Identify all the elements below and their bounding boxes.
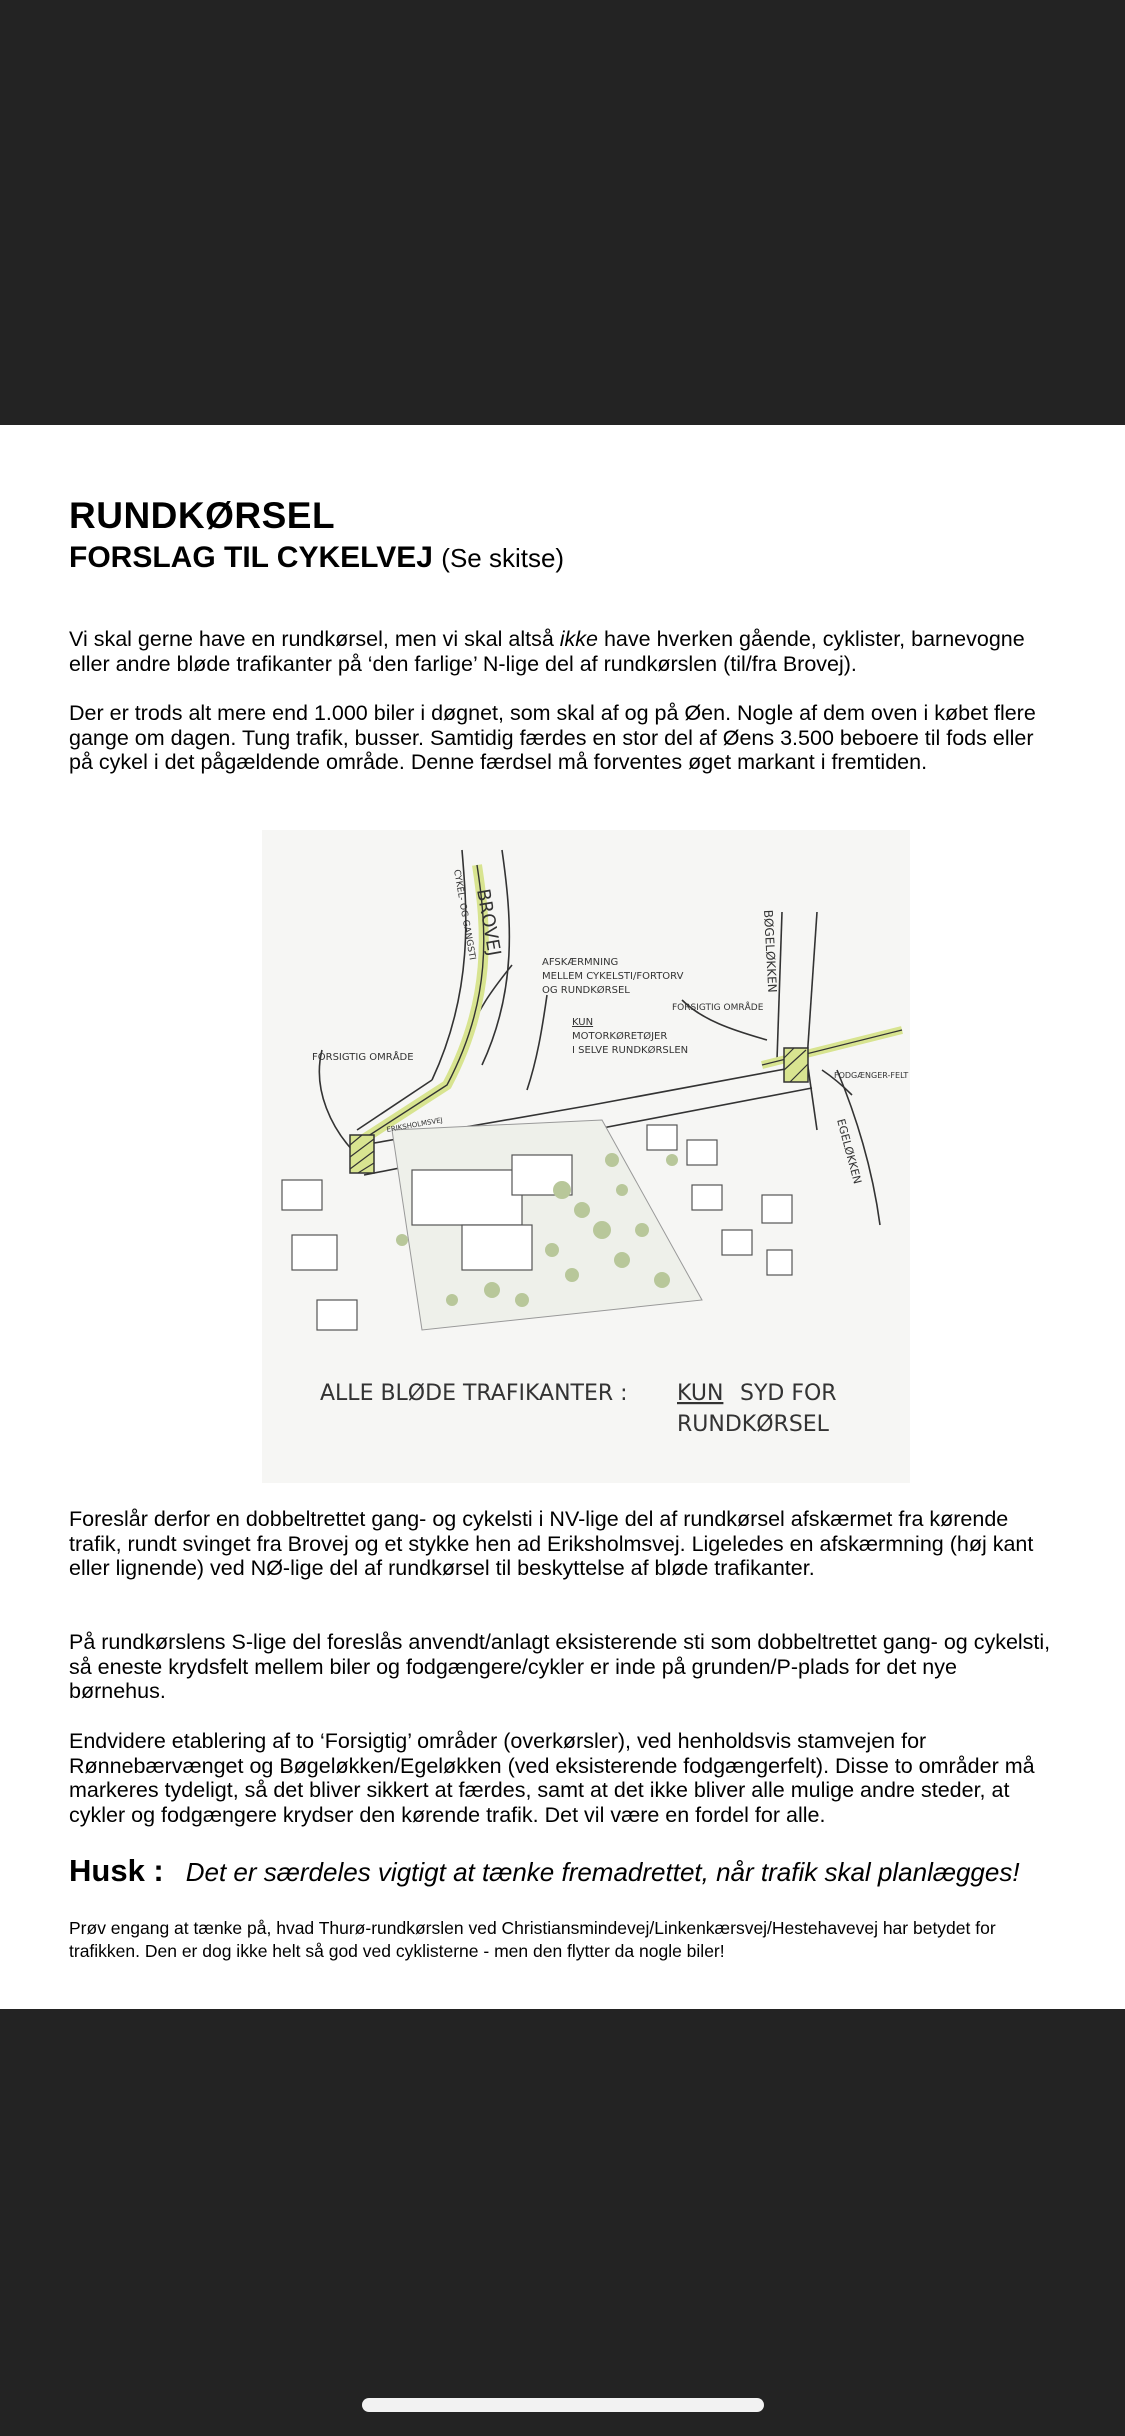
document-page [0, 425, 1125, 2009]
intro-paragraph-2: Der er trods alt mere end 1.000 biler i døgnet, som skal af og på Øen. Nogle af dem oven i købet flere gange om dagen. Tung trafik, busser. Samtidig færdes en stor del af Øens 3.500 beboere til fods eller på cykel i det pågældende område. Denne færdsel må forventes øget markant i fremtiden. [69, 701, 1036, 774]
sketch-drawing [262, 830, 910, 1483]
body-paragraph-3: Endvidere etablering af to ‘Forsigtig’ områder (overkørsler), ved henholdsvis stamvejen for Rønnebærvænget og Bøgeløkken/Egeløkken (ved eksisterende fodgængerfelt). Disse to områder må markeres tydeligt, så det bliver sikkert at færdes, samt at det ikke bliver alle mulige andre steder, at cykler og fodgængere krydser den kørende trafik. Det vil være en fordel for alle. [69, 1729, 1035, 1827]
page-title: RUNDKØRSEL [69, 495, 336, 536]
intro-p1-text-b: have hverken gående, cyklister, barnevogne eller andre bløde trafikanter på ‘den farlige’ N-lige del af rundkørslen (til/fra Brovej). [69, 627, 1025, 676]
label-fodgaenger: FODGÆNGER-FELT [834, 1071, 909, 1080]
label-forsigtig-right: FORSIGTIG OMRÅDE [672, 1003, 764, 1013]
husk-label: Husk : [69, 1853, 164, 1888]
intro-p1-emphasis: ikke [559, 627, 598, 651]
label-bottom-syd: SYD FOR [740, 1381, 837, 1406]
label-boegeloekken: BØGELØKKEN [761, 909, 780, 994]
label-forsigtig-left: FORSIGTIG OMRÅDE [312, 1052, 414, 1063]
home-indicator[interactable] [362, 2398, 764, 2412]
label-egeloekken: EGELØKKEN [834, 1117, 864, 1186]
label-eriksholmsvej: ERIKSHOLMSVEJ [385, 1116, 444, 1134]
label-kun-3: I SELVE RUNDKØRSLEN [572, 1045, 689, 1056]
crossing-right [784, 1048, 808, 1082]
label-cykelsti: CYKEL- OG GANGSTI [451, 868, 477, 961]
label-kun-2: MOTORKØRETØJER [572, 1031, 668, 1042]
husk-text: Det er særdeles vigtigt at tænke fremadrettet, når trafik skal planlægges! [185, 1857, 1020, 1887]
label-bottom-kun: KUN [677, 1381, 724, 1406]
label-bottom-1: ALLE BLØDE TRAFIKANTER : [320, 1381, 628, 1406]
body-paragraph-2: På rundkørslens S-lige del foreslås anvendt/anlagt eksisterende sti som dobbeltrettet gang- og cykelsti, så eneste krydsfelt mellem biler og fodgængere/cykler er inde på grunden/P-plads for det nye børnehus. [69, 1630, 1051, 1703]
label-kun-1: KUN [572, 1017, 594, 1028]
intro-paragraph-1 [69, 627, 1059, 676]
label-brovej: BROVEJ [472, 887, 505, 958]
label-bottom-2: RUNDKØRSEL [677, 1412, 829, 1437]
subtitle-note: (Se skitse) [441, 543, 565, 573]
label-afskaerm-1: AFSKÆRMNING [542, 957, 619, 968]
body-paragraph-1: Foreslår derfor en dobbeltrettet gang- og cykelsti i NV-lige del af rundkørsel afskærmet fra kørende trafik, rundt svinget fra Brovej og et stykke hen ad Eriksholmsvej. Ligeledes en afskærmning (høj kant eller lignende) ved NØ-lige del af rundkørsel til beskyttelse af bløde trafikanter. [69, 1507, 1034, 1580]
husk-note [69, 1853, 1020, 1889]
label-afskaerm-2: MELLEM CYKELSTI/FORTORV [542, 971, 684, 982]
intro-p1-text-a: Vi skal gerne have en rundkørsel, men vi skal altså [69, 627, 560, 651]
footnote: Prøv engang at tænke på, hvad Thurø-rundkørslen ved Christiansmindevej/Linkenkærsvej/Hestehavevej har betydet for trafikken. Den er dog ikke helt så god ved cyklisterne - men den flytter da nogle biler! [69, 1918, 996, 1961]
subtitle-text: FORSLAG TIL CYKELVEJ [69, 541, 433, 574]
roundabout-sketch [262, 830, 910, 1483]
page-subtitle [69, 541, 564, 575]
label-afskaerm-3: OG RUNDKØRSEL [542, 985, 630, 996]
